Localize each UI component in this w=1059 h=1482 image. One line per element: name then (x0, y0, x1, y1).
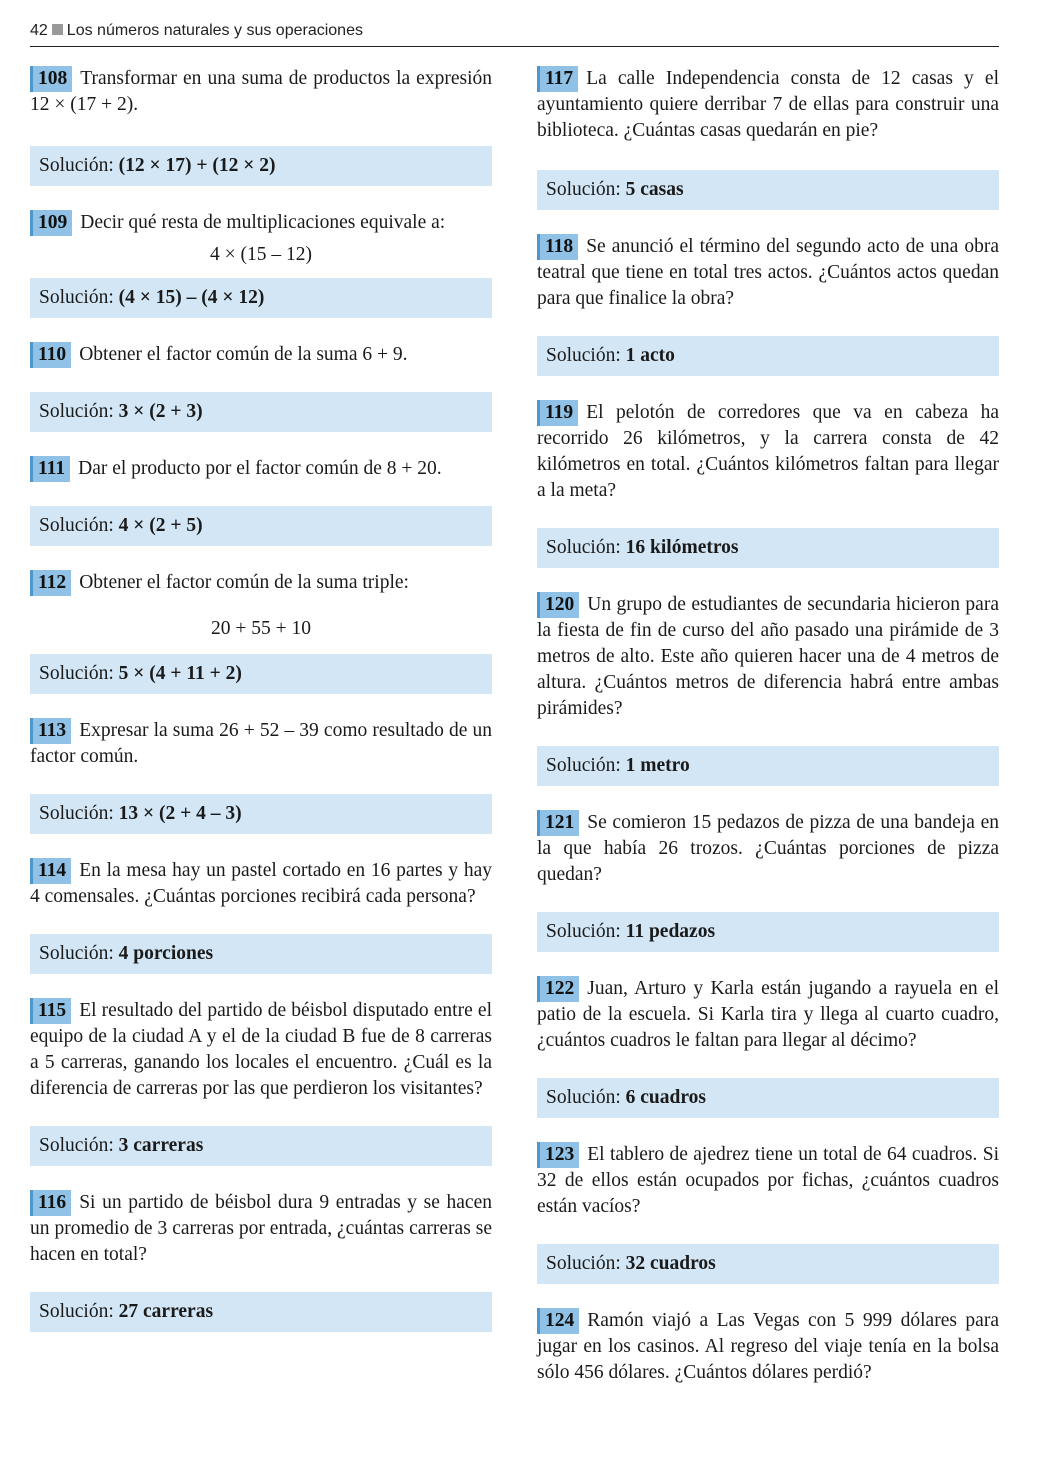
problem-118 (537, 234, 999, 312)
problem-text: Juan, Arturo y Karla están jugando a rayuela en el patio de la escuela. Si Karla tira y llega al cuarto cuadro, ¿cuántos cuadros le faltan para llegar al décimo? (537, 978, 999, 1051)
solution-label: Solución: (546, 921, 621, 942)
problem-text: Dar el producto por el factor común de 8 + 20. (78, 458, 442, 479)
solution-answer: 16 kilómetros (625, 537, 739, 558)
problem-number: 108 (30, 66, 72, 92)
problem-text: Se comieron 15 pedazos de pizza de una bandeja en la que había 26 trozos. ¿Cuántas porciones de pizza quedan? (537, 812, 999, 885)
solution-108 (30, 146, 492, 186)
solution-answer: 3 carreras (118, 1135, 204, 1156)
problem-text: Decir qué resta de multiplicaciones equivale a: (80, 212, 446, 233)
problem-115 (30, 998, 492, 1102)
problem-number: 124 (537, 1308, 579, 1334)
solution-answer: 11 pedazos (625, 921, 716, 942)
problem-110 (30, 342, 492, 368)
solution-answer: 1 acto (625, 345, 675, 366)
problem-number: 117 (537, 66, 578, 92)
solution-answer: 4 porciones (118, 943, 214, 964)
solution-123 (537, 1244, 999, 1284)
problem-text: El pelotón de corredores que va en cabeza ha recorrido 26 kilómetros, y la carrera consta de 42 kilómetros en total. ¿Cuántos kilómetros faltan para llegar a la meta? (537, 402, 999, 501)
problem-number: 123 (537, 1142, 579, 1168)
problem-123 (537, 1142, 999, 1220)
problem-text: Obtener el factor común de la suma 6 + 9. (79, 344, 408, 365)
solution-answer: (12 × 17) + (12 × 2) (118, 155, 276, 176)
solution-answer: 32 cuadros (625, 1253, 716, 1274)
problem-number: 122 (537, 976, 579, 1002)
solution-122 (537, 1078, 999, 1118)
square-bullet-icon (52, 24, 63, 35)
solution-112 (30, 654, 492, 694)
solution-label: Solución: (39, 401, 114, 422)
solution-label: Solución: (546, 345, 621, 366)
problem-text: Expresar la suma 26 + 52 – 39 como resultado de un factor común. (30, 720, 492, 767)
problem-number: 121 (537, 810, 579, 836)
solution-115 (30, 1126, 492, 1166)
problem-number: 115 (30, 998, 71, 1024)
solution-answer: 4 × (2 + 5) (118, 515, 203, 536)
problem-116 (30, 1190, 492, 1268)
problem-text: Se anunció el término del segundo acto de una obra teatral que tiene en total tres actos. ¿Cuántos actos quedan para que finalice la obra? (537, 236, 999, 309)
solution-label: Solución: (39, 663, 114, 684)
problem-number: 118 (537, 234, 578, 260)
problem-text: Si un partido de béisbol dura 9 entradas y se hacen un promedio de 3 carreras por entrada, ¿cuántas carreras se hacen en total? (30, 1192, 492, 1265)
problem-114 (30, 858, 492, 910)
solution-answer: 5 casas (625, 179, 684, 200)
problem-111 (30, 456, 492, 482)
problem-124 (537, 1308, 999, 1386)
solution-117 (537, 170, 999, 210)
solution-answer: 27 carreras (118, 1301, 214, 1322)
solution-label: Solución: (39, 1135, 114, 1156)
problem-text: La calle Independencia consta de 12 casas y el ayuntamiento quiere derribar 7 de ellas para construir una biblioteca. ¿Cuántas casas quedarán en pie? (537, 68, 999, 141)
solution-114 (30, 934, 492, 974)
problem-117 (537, 66, 999, 144)
problem-122 (537, 976, 999, 1054)
problem-number: 111 (30, 456, 70, 482)
solution-111 (30, 506, 492, 546)
solution-answer: (4 × 15) – (4 × 12) (118, 287, 265, 308)
solution-118 (537, 336, 999, 376)
solution-answer: 1 metro (625, 755, 690, 776)
problem-number: 110 (30, 342, 71, 368)
problem-text: Transformar en una suma de productos la expresión 12 × (17 + 2). (30, 68, 492, 115)
solution-answer: 3 × (2 + 3) (118, 401, 203, 422)
solution-label: Solución: (546, 755, 621, 776)
problem-113 (30, 718, 492, 770)
solution-label: Solución: (39, 803, 114, 824)
problem-text: En la mesa hay un pastel cortado en 16 partes y hay 4 comensales. ¿Cuántas porciones recibirá cada persona? (30, 860, 492, 907)
problem-number: 113 (30, 718, 71, 744)
solution-label: Solución: (546, 537, 621, 558)
problem-text: Ramón viajó a Las Vegas con 5 999 dólares para jugar en los casinos. Al regreso del viaje tenía en la bolsa sólo 456 dólares. ¿Cuántos dólares perdió? (537, 1310, 999, 1383)
problem-number: 112 (30, 570, 71, 596)
problem-text: Obtener el factor común de la suma triple: (79, 572, 409, 593)
right-column (537, 66, 999, 1386)
problem-number: 120 (537, 592, 579, 618)
problem-108 (30, 66, 492, 118)
solution-109 (30, 278, 492, 318)
solution-113 (30, 794, 492, 834)
page-header (30, 22, 999, 47)
problem-112 (30, 570, 492, 596)
chapter-title: Los números naturales y sus operaciones (66, 22, 363, 39)
left-column (30, 66, 492, 1332)
problem-text: El resultado del partido de béisbol disputado entre el equipo de la ciudad A y el de la ciudad B fue de 8 carreras a 5 carreras, ganando los locales el encuentro. ¿Cuál es la diferencia de carreras por las que perdieron los visitantes? (30, 1000, 492, 1099)
solution-121 (537, 912, 999, 952)
solution-119 (537, 528, 999, 568)
solution-answer: 5 × (4 + 11 + 2) (118, 663, 242, 684)
solution-label: Solución: (39, 155, 114, 176)
problem-121 (537, 810, 999, 888)
solution-label: Solución: (546, 1087, 621, 1108)
solution-116 (30, 1292, 492, 1332)
problem-text: Un grupo de estudiantes de secundaria hicieron para la fiesta de fin de curso del año pasado una pirámide de 3 metros de alto. Este año quieren hacer una de 4 metros de altura. ¿Cuántos metros de diferencia habrá entre ambas pirámides? (537, 594, 999, 719)
solution-label: Solución: (546, 179, 621, 200)
solution-label: Solución: (39, 287, 114, 308)
problem-109 (30, 210, 492, 236)
problem-number: 116 (30, 1190, 71, 1216)
problem-number: 109 (30, 210, 72, 236)
solution-answer: 13 × (2 + 4 – 3) (118, 803, 242, 824)
solution-label: Solución: (39, 515, 114, 536)
solution-110 (30, 392, 492, 432)
page-number: 42 (30, 22, 48, 39)
solution-answer: 6 cuadros (625, 1087, 707, 1108)
solution-label: Solución: (546, 1253, 621, 1274)
problem-number: 119 (537, 400, 578, 426)
solution-label: Solución: (39, 943, 114, 964)
problem-expression: 20 + 55 + 10 (211, 618, 311, 639)
problem-120 (537, 592, 999, 722)
problem-text: El tablero de ajedrez tiene un total de 64 cuadros. Si 32 de ellos están ocupados por fichas, ¿cuántos cuadros están vacíos? (537, 1144, 999, 1217)
problem-number: 114 (30, 858, 71, 884)
problem-119 (537, 400, 999, 504)
solution-label: Solución: (39, 1301, 114, 1322)
solution-120 (537, 746, 999, 786)
problem-expression: 4 × (15 – 12) (210, 244, 312, 265)
